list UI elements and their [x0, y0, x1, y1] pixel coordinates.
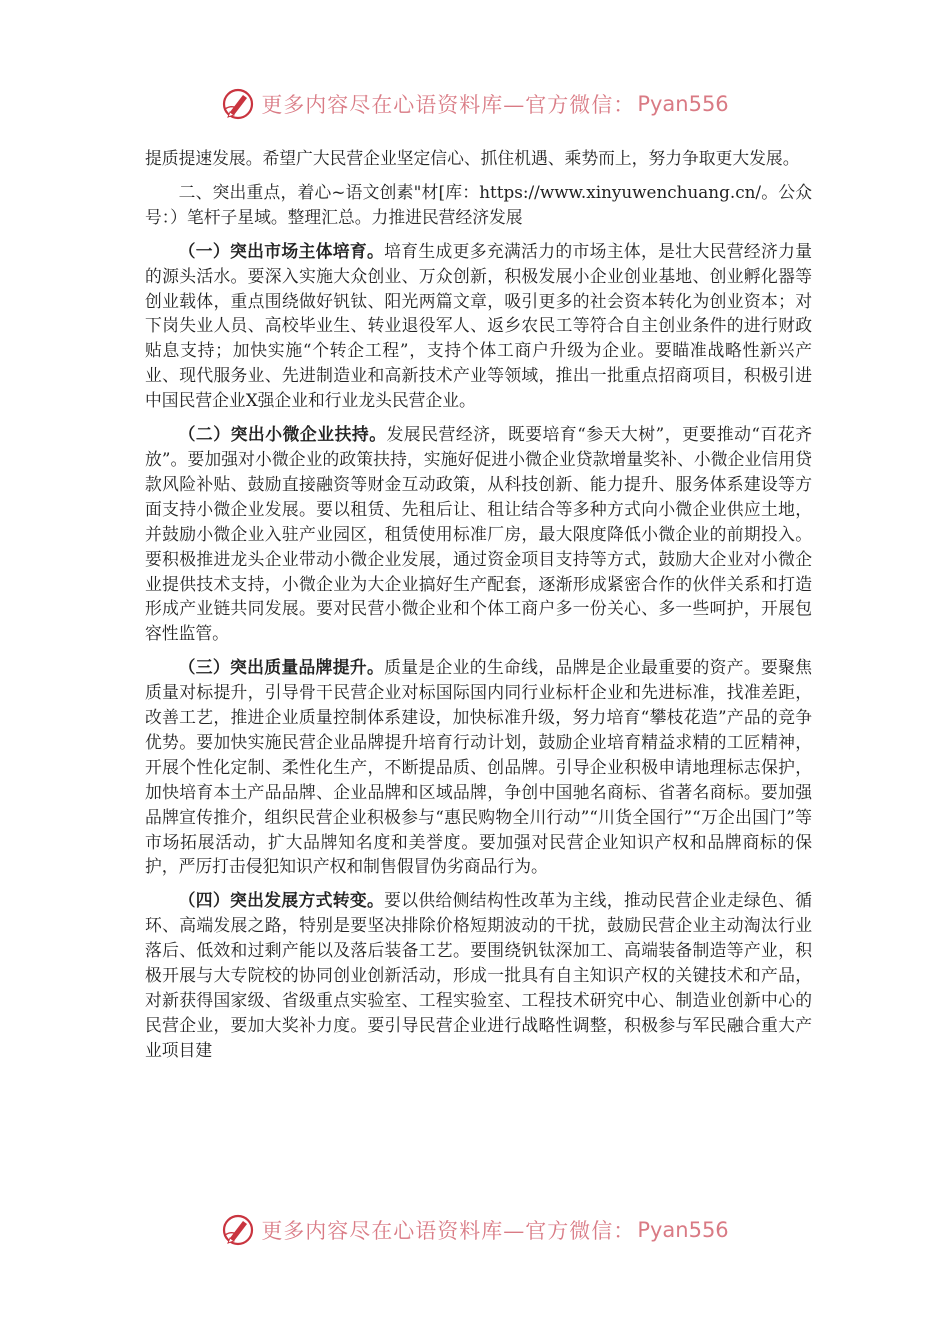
pen-circle-logo-icon — [221, 87, 255, 121]
paragraph-text: 质量是企业的生命线，品牌是企业最重要的资产。要聚焦质量对标提升，引导骨干民营企业对标国际国内同行业标杆企业和先进标准，找准差距，改善工艺，推进企业质量控制体系建设，加快标准升级，努力培育“攀枝花造”产品的竞争优势。要加快实施民营企业品牌提升培育行动计划，鼓励企业培育精益求精的工匠精神，开展个性化定制、柔性化生产，不断提品质、创品牌。引导企业积极申请地理标志保护，加快培育本土产品品牌、企业品牌和区域品牌，争创中国驰名商标、省著名商标。要加强品牌宣传推介，组织民营企业积极参与“惠民购物全川行动”“川货全国行”“万企出国门”等市场拓展活动，扩大品牌知名度和美誉度。要加强对民营企业知识产权和品牌商标的保护，严厉打击侵犯知识产权和制售假冒伪劣商品行为。 — [145, 657, 812, 877]
watermark-wechat-id: Pyan556 — [637, 92, 729, 116]
paragraph-lead: （二）突出小微企业扶持。 — [178, 424, 387, 445]
watermark-footer — [0, 1210, 950, 1250]
pen-circle-logo-icon — [221, 1213, 255, 1247]
paragraph-text: 培育生成更多充满活力的市场主体，是壮大民营经济力量的源头活水。要深入实施大众创业、万众创新，积极发展小企业创业基地、创业孵化器等创业载体，重点围绕做好钒钛、阳光两篇文章，吸引更多的社会资本转化为创业资本；对下岗失业人员、高校毕业生、转业退役军人、返乡农民工等符合自主创业条件的进行财政贴息支持；加快实施“个转企工程”，支持个体工商户升级为企业。要瞄准战略性新兴产业、现代服务业、先进制造业和高新技术产业等领域，推出一批重点招商项目，积极引进中国民营企业X强企业和行业龙头民营企业。 — [145, 240, 812, 411]
paragraph-market-entities — [145, 239, 812, 413]
watermark-text: 更多内容尽在心语资料库—官方微信： — [261, 1219, 636, 1243]
paragraph-text: 发展民营经济，既要培育“参天大树”，更要推动“百花齐放”。要加强对小微企业的政策扶持，实施好促进小微企业贷款增量奖补、小微企业信用贷款风险补贴、鼓励直接融资等财金互动政策，从科技创新、能力提升、服务体系建设等方面支持小微企业发展。要以租赁、先租后让、租让结合等多种方式向小微企业供应土地，并鼓励小微企业入驻产业园区，租赁使用标准厂房，最大限度降低小微企业的前期投入。要积极推进龙头企业带动小微企业发展，通过资金项目支持等方式，鼓励大企业对小微企业提供技术支持，小微企业为大企业搞好生产配套，逐渐形成紧密合作的伙伴关系和打造形成产业链共同发展。要对民营小微企业和个体工商户多一份关心、多一些呵护，开展包容性监管。 — [145, 424, 812, 644]
watermark-text: 更多内容尽在心语资料库—官方微信： — [261, 93, 636, 117]
document-body — [145, 146, 812, 1063]
paragraph-lead: （一）突出市场主体培育。 — [178, 240, 385, 261]
section-heading: 二、突出重点，着心~语文创素"材[库：https://www.xinyuwenchuang.cn/。公众号：）笔杆子星域。整理汇总。力推进民营经济发展 — [145, 181, 812, 227]
paragraph-lead: （四）突出发展方式转变。 — [178, 890, 385, 911]
paragraph-text: 要以供给侧结构性改革为主线，推动民营企业走绿色、循环、高端发展之路，特别是要坚决排除价格短期波动的干扰，鼓励民营企业主动淘汰行业落后、低效和过剩产能以及落后装备工艺。要围绕钒钛深加工、高端装备制造等产业，积极开展与大专院校的协同创业创新活动，形成一批具有自主知识产权的关键技术和产品，对新获得国家级、省级重点实验室、工程实验室、工程技术研究中心、制造业创新中心的民营企业，要加大奖补力度。要引导民营企业进行战略性调整，积极参与军民融合重大产业项目建 — [145, 890, 812, 1060]
paragraph-small-micro — [145, 422, 812, 646]
paragraph-continuation: 提质提速发展。希望广大民营企业坚定信心、抓住机遇、乘势而上，努力争取更大发展。 — [145, 148, 800, 168]
paragraph-lead: （三）突出质量品牌提升。 — [178, 657, 385, 678]
watermark-wechat-id: Pyan556 — [637, 1218, 729, 1242]
paragraph-development-mode — [145, 888, 812, 1062]
paragraph-quality-brand — [145, 655, 812, 879]
watermark-header — [0, 84, 950, 124]
